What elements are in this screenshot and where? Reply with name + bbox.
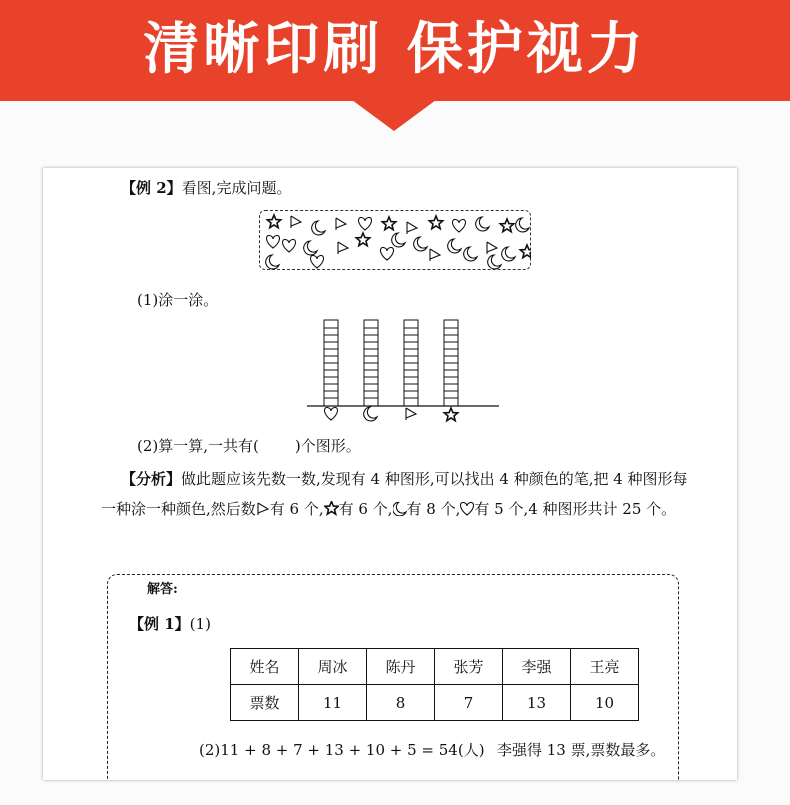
star-icon: [444, 408, 457, 421]
example2-line: [121, 178, 291, 198]
analysis-label: 【分析】: [121, 470, 182, 488]
banner: [0, 0, 790, 101]
heart-icon: [282, 239, 295, 252]
star-icon: [267, 215, 280, 228]
moon-icon: [448, 239, 461, 253]
example2-heading: 【例 2】: [121, 179, 182, 197]
votes-table: [230, 648, 639, 721]
moon-icon: [364, 407, 377, 421]
moon-icon: [392, 233, 405, 247]
banner-notch: [352, 100, 436, 131]
moon-icon: [488, 255, 501, 269]
answer-conclusion: 李强得 13 票,票数最多。: [497, 741, 666, 759]
moon-icon: [464, 247, 477, 261]
analysis-text-5: 有 5 个,4 种图形共计 25 个。: [474, 500, 677, 518]
analysis-text-3: 有 6 个,: [338, 500, 393, 518]
moon-icon: [502, 247, 515, 261]
moon-icon: [516, 218, 529, 232]
heart-icon: [460, 502, 474, 516]
table-cell: 票数: [231, 685, 299, 721]
heart-icon: [266, 235, 279, 248]
table-row: [231, 649, 639, 685]
answer-calculation: (2)11 + 8 + 7 + 13 + 10 + 5 = 54(人): [199, 741, 485, 759]
heart-icon: [380, 247, 393, 260]
analysis-text-2: 有 6 个,: [269, 500, 324, 518]
question-2: [137, 436, 361, 456]
flag-column: [404, 320, 418, 406]
table-cell: 13: [503, 685, 571, 721]
example2-prompt: 看图,完成问题。: [181, 179, 292, 197]
heart-icon: [324, 407, 337, 420]
textbook-page: [43, 168, 737, 780]
table-cell: 11: [299, 685, 367, 721]
flag-icon: [336, 218, 346, 230]
table-cell: 陈丹: [367, 649, 435, 685]
star-icon: [382, 217, 395, 230]
example1-part: (1): [189, 615, 211, 633]
flag-icon: [430, 249, 440, 261]
table-cell: 8: [367, 685, 435, 721]
example1-line: [129, 614, 211, 634]
flag-icon: [407, 222, 417, 234]
moon-icon: [266, 255, 279, 269]
table-cell: 李强: [503, 649, 571, 685]
flag-icon: [487, 242, 497, 254]
heart-column: [324, 320, 338, 406]
moon-column: [364, 320, 378, 406]
example1-label: 【例 1】: [129, 615, 190, 633]
column-graph: [303, 318, 503, 428]
star-icon: [500, 219, 513, 232]
heart-icon: [452, 219, 465, 232]
flag-icon: [291, 216, 301, 228]
star-icon: [356, 233, 369, 246]
star-icon: [429, 216, 442, 229]
question-1: (1)涂一涂。: [137, 291, 219, 309]
moon-icon: [312, 221, 325, 235]
moon-icon: [304, 241, 317, 255]
analysis-text-4: 有 8 个,: [406, 500, 461, 518]
table-cell: 张芳: [435, 649, 503, 685]
flag-icon: [406, 408, 416, 420]
star-column: [444, 320, 458, 406]
table-cell: 周冰: [299, 649, 367, 685]
table-cell: 10: [571, 685, 639, 721]
moon-icon: [414, 237, 427, 251]
heart-icon: [310, 255, 323, 268]
shape-picture-icons: [259, 210, 531, 270]
heart-icon: [358, 217, 371, 230]
answers-heading: 解答:: [147, 582, 178, 597]
question-2-after: )个图形。: [294, 437, 361, 455]
banner-title: 清晰印刷 保护视力: [143, 17, 647, 82]
table-cell: 7: [435, 685, 503, 721]
table-row: [231, 685, 639, 721]
table-cell: 姓名: [231, 649, 299, 685]
table-cell: 王亮: [571, 649, 639, 685]
moon-icon: [476, 217, 489, 231]
question-2-before: (2)算一算,一共有(: [137, 437, 259, 455]
analysis-paragraph: [101, 464, 693, 524]
flag-icon: [256, 502, 270, 516]
star-icon: [324, 501, 339, 516]
moon-icon: [393, 502, 407, 516]
flag-icon: [338, 242, 348, 254]
star-icon: [520, 245, 531, 258]
analysis-text-1: 做此题应该先数一数,发现有 4 种图形,可以找出 4 种颜色的笔,把 4 种图形每一种涂一种颜色,然后数: [101, 470, 688, 518]
